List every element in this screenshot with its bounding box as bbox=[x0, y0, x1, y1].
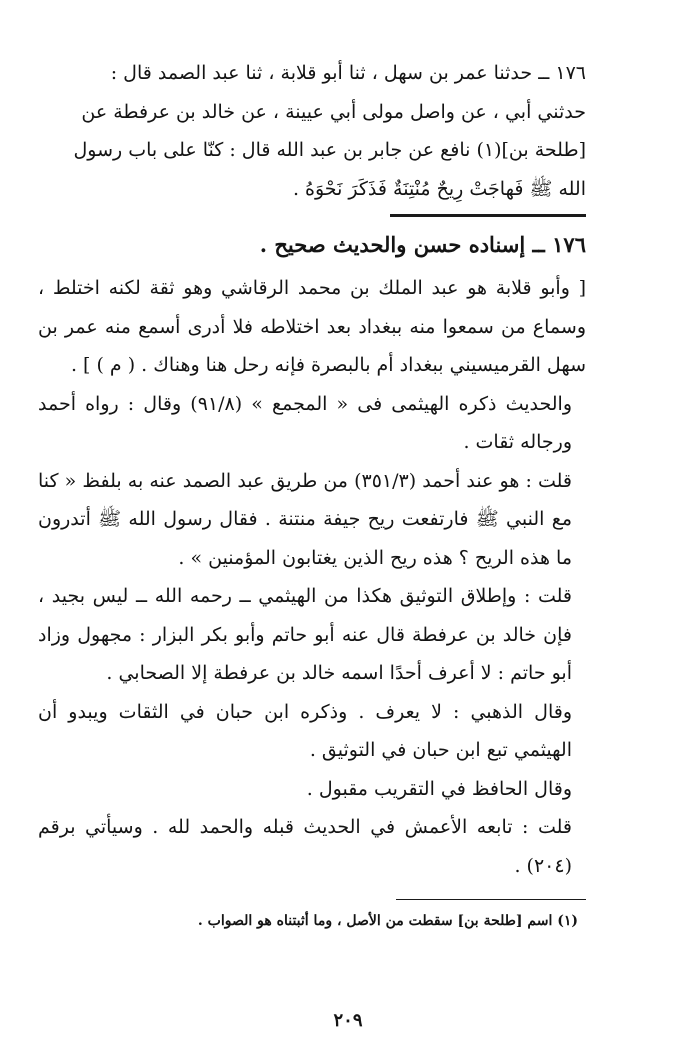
commentary bbox=[38, 269, 586, 885]
hadith-line: ١٧٦ ــ حدثنا عمر بن سهل ، ثنا أبو قلابة ، ثنا عبد الصمد قال : bbox=[110, 62, 586, 84]
commentary-heading: ١٧٦ ــ إسناده حسن والحديث صحيح . bbox=[259, 232, 586, 257]
section-divider bbox=[390, 214, 586, 217]
commentary-paragraph: قلت : وإطلاق التوثيق هكذا من الهيثمي ــ رحمه الله ــ ليس بجيد ، فإن خالد بن عرفطة قال عنه أبو حاتم وأبو بكر البزار : مجهول وزاد أبو حاتم : لا أعرف أحدًا اسمه خالد بن عرفطة إلا الصحابي . bbox=[38, 585, 572, 684]
commentary-paragraph: وقال الحافظ في التقريب مقبول . bbox=[306, 777, 572, 800]
commentary-paragraph: والحديث ذكره الهيثمى فى « المجمع » (٩١/٨) وقال : رواه أحمد ورجاله ثقات . bbox=[38, 392, 572, 453]
commentary-paragraph: قلت : تابعه الأعمش في الحديث قبله والحمد لله . وسيأتي برقم (٢٠٤) . bbox=[38, 816, 572, 877]
hadith-line: [طلحة بن](١) نافع عن جابر بن عبد الله قال : كنّا على باب رسول bbox=[73, 139, 586, 161]
footnote: (١) اسم [طلحة بن] سقطت من الأصل ، وما أثبتناه هو الصواب . bbox=[197, 913, 578, 929]
commentary-paragraph: [ وأبو قلابة هو عبد الملك بن محمد الرقاشي وهو ثقة لكنه اختلط ، وسماع من سمعوا منه ببغداد بعد اختلاطه فلا أدرى أسمع منه عمر بن سهل القرميسيني ببغداد أم بالبصرة فإنه رحل هنا وهناك . ( م ) ] . bbox=[38, 277, 586, 376]
footnote-divider bbox=[396, 899, 586, 900]
commentary-paragraph: وقال الذهبي : لا يعرف . وذكره ابن حبان في الثقات ويبدو أن الهيثمي تبع ابن حبان في التوثيق . bbox=[38, 700, 572, 761]
page-body bbox=[38, 54, 586, 934]
commentary-paragraph: قلت : هو عند أحمد (٣٥١/٣) من طريق عبد الصمد عنه به بلفظ « كنا مع النبي ﷺ فارتفعت ريح جيفة منتنة . فقال رسول الله ﷺ أتدرون ما هذه الريح ؟ هذه ريح الذين يغتابون المؤمنين » . bbox=[38, 469, 572, 569]
hadith-line: حدثني أبي ، عن واصل مولى أبي عيينة ، عن خالد بن عرفطة عن bbox=[81, 100, 586, 123]
hadith-line: الله ﷺ فَهاجَتْ رِيحٌ مُنْتِنَةٌ فَذَكَرَ نَحْوَهُ . bbox=[292, 177, 586, 200]
hadith-text bbox=[38, 54, 586, 208]
page-number: ٢٠٩ bbox=[333, 1010, 363, 1031]
